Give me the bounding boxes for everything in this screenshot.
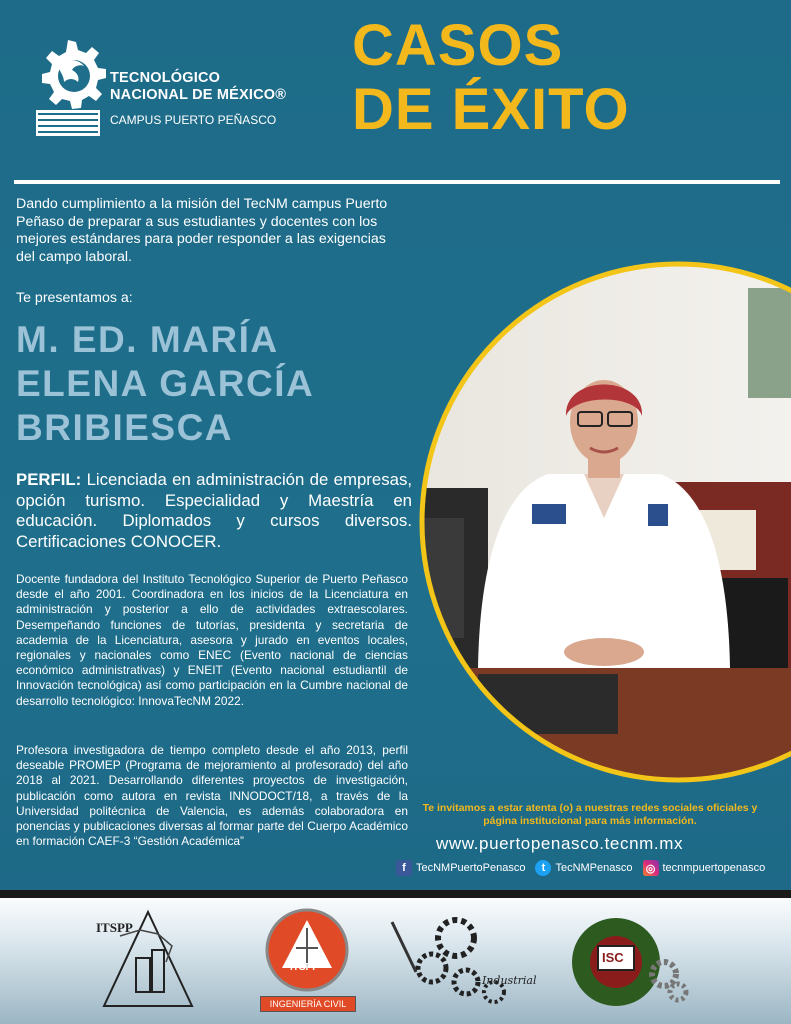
instagram-icon: ◎ <box>643 860 659 876</box>
twitter-link[interactable] <box>535 860 632 876</box>
industrial-logo <box>386 912 536 1012</box>
invite-text: Te invitamos a estar atenta (o) a nuestras redes sociales oficiales y página institucional para más información. <box>422 802 758 827</box>
isc-label: ISC <box>602 950 624 965</box>
headline-line2: DE ÉXITO <box>352 77 630 142</box>
intro-text: Dando cumplimiento a la misión del TecNM campus Puerto Peñaso de preparar a sus estudiantes y docentes con los mejores estándares para poder responder a las exigencias del campo laboral. <box>16 196 388 265</box>
twitter-icon: t <box>535 860 551 876</box>
ingenieria-civil-logo <box>260 908 354 1016</box>
isc-logo <box>560 912 700 1012</box>
perfil-text: Licenciada en administración de empresas, opción turismo. Especialidad y Maestría en educación. Diplomados y cursos diversos. Certificaciones CONOCER. <box>16 470 412 551</box>
facebook-handle: TecNMPuertoPenasco <box>416 862 526 874</box>
itspp-admin-logo <box>96 906 196 1017</box>
headline-line1: CASOS <box>352 13 564 78</box>
divider <box>14 180 780 184</box>
facebook-link[interactable] <box>396 860 525 876</box>
present-label: Te presentamos a: <box>16 290 133 306</box>
org-name <box>110 70 286 127</box>
perfil-label: PERFIL: <box>16 470 82 489</box>
name-line2: ELENA GARCÍA <box>16 363 315 404</box>
itspp-vertical-label: ITSPP <box>96 920 133 935</box>
campus-label: CAMPUS PUERTO PEÑASCO <box>110 113 277 127</box>
headline <box>352 14 630 142</box>
name-line3: BRIBIESCA <box>16 407 234 448</box>
person-name <box>16 318 314 450</box>
org-line1: TECNOLÓGICO <box>110 70 221 86</box>
name-line1: M. ED. MARÍA <box>16 319 279 360</box>
twitter-handle: TecNMPenasco <box>555 862 633 874</box>
profile-photo <box>418 248 791 796</box>
social-links <box>396 860 775 876</box>
org-line2: NACIONAL DE MÉXICO® <box>110 87 287 103</box>
bio-paragraph-1: Docente fundadora del Instituto Tecnológico Superior de Puerto Peñasco desde el año 2001. Coordinadora en los inicios de la Licenciatura en administración y posterior a ello de actividades extraescolares. Desempeñando funciones de tutorías, presidenta y secretaria de academia de la Licenciatura, asesora y jurado en eventos locales, regionales y nacionales como ENEC (Evento nacional de ciencias económico administrativas) y ENEIT (Evento nacional estudiantil de Innovación tecnológica) así como participación en la Cumbre nacional de desarrollo tecnológico: InnovaTecNM 2022. <box>16 572 408 708</box>
instagram-link[interactable] <box>643 860 766 876</box>
facebook-icon: f <box>396 860 412 876</box>
bio-paragraph-2: Profesora investigadora de tiempo completo desde el año 2013, perfil deseable PROMEP (Programa de mejoramiento al profesorado) del año 2018 al 2021. Desarrollando diferentes proyectos de investigación, publicación como autora en revista INNODOCT/18, a través de la Universidad politécnica de Valencia, es además colaboradora en ponencias y publicaciones diversas al formar parte del Cuerpo Académico en formación CAEF-3 “Gestión Académica” <box>16 743 408 849</box>
footer-band <box>0 890 791 898</box>
instagram-handle: tecnmpuertopenasco <box>662 862 766 874</box>
civil-caption: INGENIERÍA CIVIL <box>260 996 356 1012</box>
perfil-paragraph <box>16 470 412 552</box>
tecnm-logo <box>28 36 108 140</box>
civil-label: ITSPP <box>290 962 319 973</box>
website-link[interactable]: www.puertopenasco.tecnm.mx <box>436 834 684 853</box>
industrial-label: Industrial <box>482 974 537 987</box>
